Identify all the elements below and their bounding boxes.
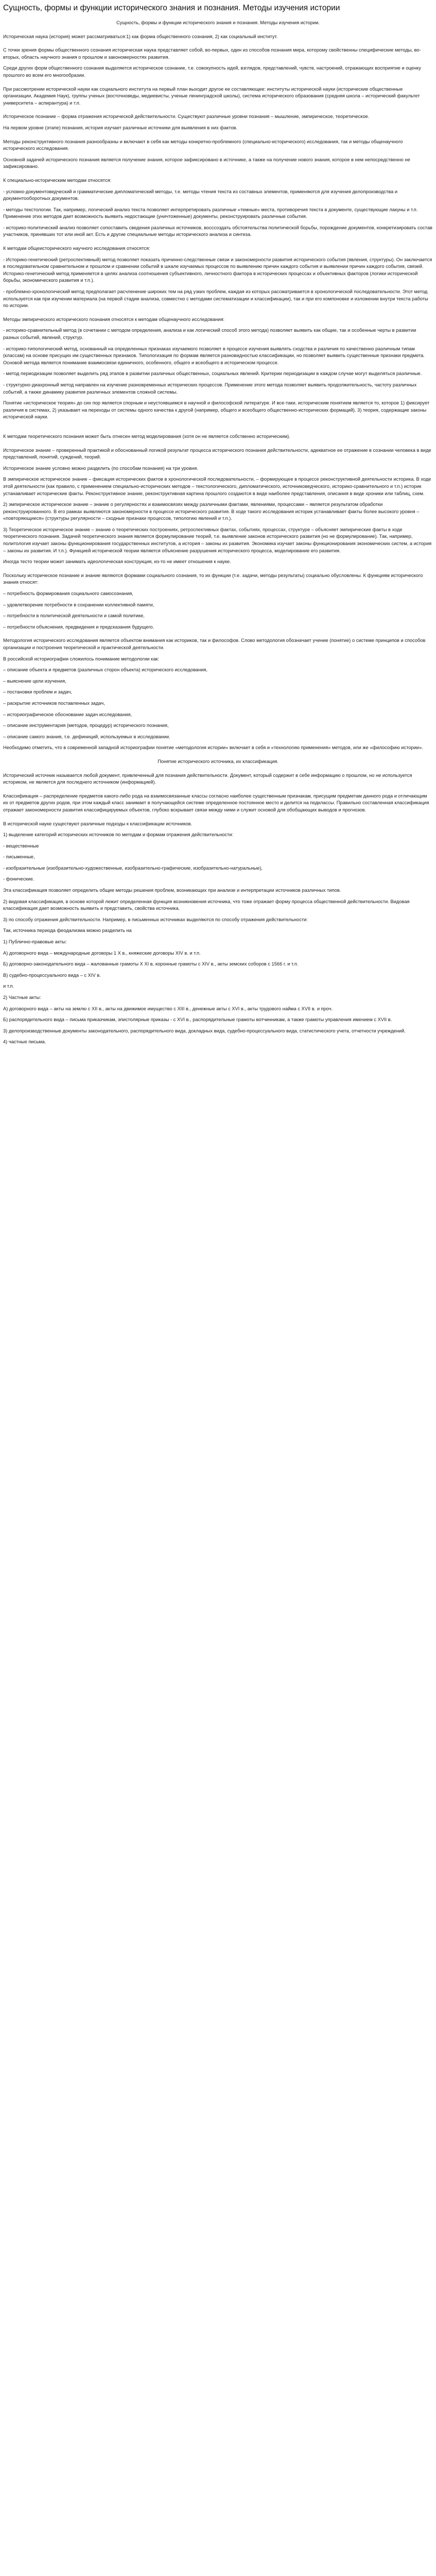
body-paragraph: - историко-сравнительный метод (в сочетании с методом определения, анализа и как логический способ этого метода) позволяет выявить как общие, так и особенные черты в развитии разных событий, явлений, структур. <box>3 328 416 340</box>
body-paragraph: - структурно-диахронный метод направлен на изучение разновременных исторических процессов. Применение этого метода позволяет выявить продолжительность, частоту различных событий, а также динамику развития различных элементов сложной системы. <box>3 382 417 395</box>
body-paragraph: - письменные, <box>3 854 35 860</box>
body-paragraph: 3) делопроизводственные документы законодательного, распорядительного вида, докладных вида, судебно-процессуального вида, статистического учета, отчетности учреждений. <box>3 1028 406 1033</box>
section-heading: Сущность, формы и функции исторического знания и познания. Методы изучения истории. <box>116 20 320 25</box>
body-paragraph: Б) договорно-законодательного вида – жалованные грамоты Х ХI в, коронные грамоты с ХIV в., акты земских соборов с 1566 г. и т.п. <box>3 961 299 967</box>
body-paragraph: - условно-документоведческий и грамматические дипломатический методы, т.е. методы чтения текста из составных элементов, применяются для изучения делопроизводства и документооборотных документов. <box>3 189 398 201</box>
body-paragraph: В российской историографии сложилось понимание методологии как: <box>3 656 160 662</box>
body-paragraph: 3) по способу отражения действительности. Например, в письменных источниках выделяются по способу отражения действительности: <box>3 917 308 922</box>
body-paragraph: 2) Частные акты: <box>3 995 41 1000</box>
body-paragraph: – потребности в политической деятельности и самой политике, <box>3 613 145 619</box>
body-paragraph: К специально-историческим методам относятся: <box>3 177 112 183</box>
body-paragraph: - Историко-генетический (ретроспективный) метод позволяет показать причинно-следственные связи и закономерности развития исторического события (явления, структуры). Он заключается в последовательном сравнительном и прошлом и сравнении событий в шкале изучаемых процессов по выявлению причин каждого события и выявлении причин каждого события, связей. Историко-генетический метод применяется в целях анализа соотношения субъективного, личностного фактора в исторических процессах и объективных факторов (логики исторической борьбы, экономического развития и т.п.). <box>3 257 432 283</box>
body-paragraph: Основной задачей исторического познания является получение знания, которое зафиксировано в источнике, а также на получение нового знания, которое в нем непосредственно не зафиксировано. <box>3 157 410 170</box>
body-paragraph: 1) Публично-правовые акты: <box>3 939 67 945</box>
body-paragraph: – историографическое обоснование задач исследования, <box>3 711 132 717</box>
body-paragraph: Иногда тесто теории может занимать идеологическая конструкция, из-то не имеет отношения к науке. <box>3 559 231 565</box>
body-paragraph: – описание самого знания, т.е. дефиниций, используемых в исследовании. <box>3 734 170 739</box>
body-paragraph: и т.п. <box>3 984 14 989</box>
body-paragraph: Так, источника периода феодализма можно разделить на <box>3 928 132 934</box>
section-heading: Понятие исторического источника, их классификация. <box>158 758 278 764</box>
body-paragraph: Б) распорядительного вида – письма приказчикам, эпистолярные приказы - с XVI в., распорядительные грамоты вотчинникам, а также грамоты управления имением с ХVII в. <box>3 1017 392 1023</box>
body-paragraph: Исторический источник называется любой документ, привлеченный для познания действительности. Документ, который содержит в себе информацию о прошлом, но не используется историком, не является для последнего источником (информацией). <box>3 772 412 785</box>
body-paragraph: Методы реконструктивного познания разнообразны и включают в себя как методы конкретно-проблемного (специально-исторического) исследования, так и методы общенаучного исторического исследования. <box>3 139 403 151</box>
body-paragraph: 2) эмпирическое историческое знание – знание о регулярностях и взаимосвязях между различными фактами, явлениями, процессами – является результатом обработки реконструированного. В его рамках выявляются закономерности в процессе исторического развития. В ходе такого исследования историк устанавливает факты более высокого уровня – «повторяющиеся» (структуры регулярности – сходные признаки процессов, типологию явлений и т.п.). <box>3 502 420 521</box>
body-paragraph: 4) частные письма. <box>3 1039 46 1045</box>
body-paragraph: Историческое знание – проверенный практикой и обоснованный логикой результат процесса исторического познания действительности, адекватное ее отражение в сознании человека в виде представлений, понятий, суждений, теорий. <box>3 447 431 460</box>
body-paragraph: Методология исторического исследования является объектом внимания как историков, так и философов. Слово методология обозначает учение (понятие) о системе принципов и способов организации и построения теоретической и практической деятельности. <box>3 638 426 650</box>
body-paragraph: Классификация – распределение предметов какого-либо рода на взаимосвязанные классы согласно наиболее существенным признакам, присущим предметам данного рода и отличающим их от предметов других родов, при этом каждый класс занимает в получающейся системе определенное постоянное место и делится на подклассы. Правильно составленная классификация отражает закономерности развития классифицируемых объектов, глубоко вскрывает связи между ними и служит основой для обобщающих выводов и прогнозов. <box>3 793 429 812</box>
body-paragraph: 2) видовая классификация, в основе которой лежит определенная функция возникновения источника, что тоже отражает форму процесса общественной действительности. Видовая классификация дает возможность выявить и представить, свойства источника. <box>3 899 410 911</box>
body-paragraph: – описание объекта и предметов (различных сторон объекта) исторического исследования, <box>3 667 208 673</box>
body-paragraph: 1) выделение категорий исторических источников по методам и формам отражения действительности: <box>3 832 234 838</box>
body-paragraph: В эмпирическое историческое знание – фиксация исторических фактов в хронологической последовательности, – формирующее в процессе реконструктивной деятельности историка. В ходе этой деятельности (как правило, с применением специально-исторических методов – текстологического, дипломатического, источниковедческого, историко-сравнительного и т.п.) историк устанавливает исторические факты. Реконструктивное знание, реконструктивная картина прошлого создаются в виде наиболее представления, описания в виде хроники или таблиц, схем. <box>3 477 431 496</box>
body-paragraph: К методам теоретического познания может быть отнесен метод моделирования (хотя он не является собственно историческим). <box>3 433 290 439</box>
body-paragraph: Эта классификация позволяет определить общие методы решения проблем, возникающих при анализе и интерпретации источников различных типов. <box>3 888 341 893</box>
body-paragraph: В) судебно-процессуального вида – с XIV в. <box>3 972 101 978</box>
body-paragraph: - историко-политический анализ позволяет сопоставить сведения различных источников, восссоздать обстоятельства политической борьбы, порождение документов, конкретизировать состав участников, принявших тот или иной акт. Есть и другие специальные методы исторического анализа и синтеза. <box>3 225 432 238</box>
body-paragraph: Понятие «историческое теория» до сих пор является спорным и неустоявшимся в научной и философской литературе. И все-таки, историческим понятием является то, которое 1) фиксирует различия в системах, 2) указывает на переходы от системы одного качества к другой (например, общего и всеобщего общественно-исторических формаций). 3) теория, содержащие законы исторической науки. <box>3 400 430 420</box>
body-paragraph: - изобразительные (изобразительно-художественные, изобразительно-графические, изобразительно-натуральные), <box>3 865 263 871</box>
body-paragraph: – выяснение цели изучения, <box>3 678 66 684</box>
body-paragraph: А) договорного вида – акты на землю с ХII в., акты на движимое имущество с XIII в., денежные акты с ХVI в., акты трудового найма с ХVII в. и проч. <box>3 1006 333 1011</box>
body-paragraph: – раскрытие источников поставленных задач, <box>3 700 105 706</box>
body-paragraph: Историческая наука (история) может рассматриваться:1) как форма общественного сознания, 2) как социальный институт. <box>3 33 278 39</box>
body-paragraph: Историческое знание условно можно разделить (по способам познания) на три уровня. <box>3 465 198 471</box>
body-paragraph: - фонические. <box>3 876 34 882</box>
body-paragraph: А) договорного вида – международные договоры 1 Х в., княжеские договоры ХIV в. и т.п. <box>3 950 201 956</box>
document-page <box>0 0 436 1055</box>
body-paragraph: - методы текстологии. Так, например, логический анализ текста позволяет интерпретировать различные «темные» места, противоречия текста в документе, существующие лакуны и т.п. Применение этих методов дает возможность выявить недостающие (уничтоженные) документы, реконструировать различные события. <box>3 207 418 219</box>
body-paragraph: К методам общеисторического научного исследования относятся: <box>3 246 150 251</box>
body-paragraph: – постановки проблем и задач, <box>3 689 72 695</box>
body-paragraph: Поскольку историческое познание и знание являются формами социального сознания, то их функции (т.е. задачи, методы результаты) социально обусловлены. К функциям исторического знания относят: <box>3 572 423 585</box>
body-paragraph: - метод периодизации позволяет выделить ряд этапов в развитии различных общественных, социальных явлений. Критерии периодизации в каждом случае могут выделяться различные. <box>3 371 422 377</box>
body-paragraph: Историческое познание – форма отражения исторической действительности. Существуют различные уровни познания – мышление, эмпирическое, теоретическое. <box>3 114 370 120</box>
document-body <box>3 20 433 1046</box>
page-title: Сущность, формы и функции исторического знания и познания. Методы изучения истории <box>3 4 340 12</box>
body-paragraph: В исторической науке существуют различные подходы к классификации источников. <box>3 821 193 826</box>
body-paragraph: С точки зрения формы общественного сознания историческая наука представляет собой, во-первых, один из способов познания мира, которому свойственны специфические методы, во-вторых, область научного знания о прошлом и закономерностях развития. <box>3 47 421 60</box>
body-paragraph: – описание инструментария (методов, процедур) исторического познания, <box>3 723 169 728</box>
body-paragraph: Необходимо отметить, что в современной западной историографии понятие «методология истории» включает в себя и «технологию применения» методов, или же «философию истории». <box>3 745 423 751</box>
body-paragraph: – удовлетворение потребности в сохранении коллективной памяти, <box>3 602 154 607</box>
body-paragraph: На первом уровне (этапе) познания, история изучает различные источники для выявления в них фактов. <box>3 125 238 130</box>
body-paragraph: Среди других форм общественного сознания выделяется историческое сознание, т.е. совокупность идей, взглядов, представлений, чувств, настроений, отражающих восприятие и оценку прошлого во всем его многообразии. <box>3 65 421 78</box>
body-paragraph: – потребность формирования социального самосознания, <box>3 591 133 597</box>
body-paragraph: – потребности объяснения, предвидения и предсказания будущего. <box>3 624 154 630</box>
body-paragraph: При рассмотрении исторической науки как социального института на первый план выходит другое ее составляющее: институты исторической науки (исторические общественные организации, Академия Наук), группы ученых (восточноведы, медиевисты, ученые ленинградской школы), система исторического образования (средняя школа – исторический факультет университета – аспирантура) и т.п. <box>3 86 420 106</box>
body-paragraph: - проблемно-хронологический метод предполагает расчленение широких тем на ряд узких проблем, каждая из которых рассматривается в хронологической последовательности. Этот метод используется как при изучении материала (на первой стадии анализа, совместно с методами систематизации и классификации), так и при его компоновке и изложении внутри текста работы по истории. <box>3 289 428 309</box>
body-paragraph: 3) Теоретическое историческое знание – знание о теоретических построениях, ретроспективных фактах, событиях, процессах, структуре – объясняет эмпирические факты в ходе теоретического познания. Задачей теоретического знания является формулирование теорий, т.е. выявление законов исторического развития (но не формулирование). Так, например, политология изучает законы функционирования государственных институтов, а история – законы их развития. Экономика изучает законы функционирования экономических систем, а история – законы их развития. И т.п.). Функцией исторической теории является объяснение разрушения исторического процесса, моделирование его развития. <box>3 527 432 553</box>
body-paragraph: - историко-типологический метод, основанный на определенных признаках изучаемого позволяет в процессе изучения выявлять сходства и различия по качественно различным типам (классам) на основе присущих им существенных признаков. Типологизация по формам является разновидностью классификации, но позволяет выявить существенные признаки предмета. Основой метода является понимание взаимосвязи единичного, особенного, общего и всеобщего в историческом процессе. <box>3 346 425 365</box>
body-paragraph: Методы эмпирического исторического познания относятся к методам общенаучного исследования: <box>3 316 225 322</box>
body-paragraph: - вещественные <box>3 843 39 849</box>
